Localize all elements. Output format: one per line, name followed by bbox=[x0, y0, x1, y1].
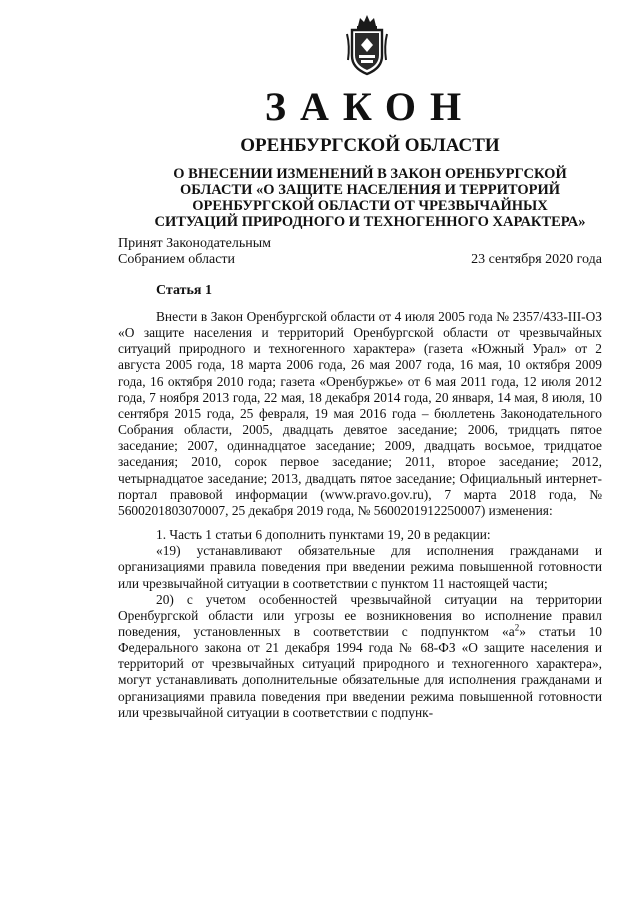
article-heading: Статья 1 bbox=[156, 283, 212, 298]
law-title bbox=[148, 166, 592, 230]
adoption-date: 23 сентября 2020 года bbox=[471, 252, 602, 267]
coat-of-arms-icon bbox=[344, 12, 390, 78]
law-title-line: О ВНЕСЕНИИ ИЗМЕНЕНИЙ В ЗАКОН ОРЕНБУРГСКОЙ bbox=[173, 166, 567, 182]
law-title-line: ОРЕНБУРГСКОЙ ОБЛАСТИ ОТ ЧРЕЗВЫЧАЙНЫХ bbox=[192, 198, 548, 214]
adoption-line: Принят Законодательным bbox=[118, 236, 271, 251]
point-1-paragraph: 1. Часть 1 статьи 6 дополнить пунктами 19, 20 в редакции: bbox=[156, 527, 491, 543]
region-heading: ОРЕНБУРГСКОЙ ОБЛАСТИ bbox=[240, 135, 500, 156]
law-title-line: СИТУАЦИЙ ПРИРОДНОГО И ТЕХНОГЕННОГО ХАРАКТЕРА» bbox=[154, 214, 586, 230]
law-heading: ЗАКОН bbox=[264, 84, 476, 129]
item-20-text-b: » статьи 10 Федерального закона от 21 декабря 1994 года № 68-ФЗ «О защите населения и территорий от чрезвычайных ситуаций природного и техногенного характера», могут устанавливать дополнительные обязательные для исполнения гражданами и организациями правила поведения при введении режима повышенной готовности или чрезвычайной ситуации в соответствии с подпунк- bbox=[118, 623, 603, 720]
law-title-line: ОБЛАСТИ «О ЗАЩИТЕ НАСЕЛЕНИЯ И ТЕРРИТОРИЙ bbox=[179, 182, 561, 198]
article-intro-paragraph: Внести в Закон Оренбургской области от 4 июля 2005 года № 2357/433-III-ОЗ «О защите населения и территорий Оренбургской области от чрезвычайных ситуаций природного и техногенного характера» (газета «Южный Урал» от 2 августа 2005 года, 18 марта 2006 года, 26 мая 2007 года, 16 мая, 10 октября 2009 года, 16 октября 2010 года; газета «Оренбуржье» от 6 мая 2011 года, 12 июля 2012 года, 7 ноября 2013 года, 22 мая, 18 декабря 2014 года, 20 января, 14 мая, 8 июля, 10 сентября 2015 года, 25 февраля, 19 мая 2016 года – бюллетень Законодательного Собрания области, 2005, двадцать девятое заседание; 2006, тридцать пятое заседание; 2007, одиннадцатое заседание; 2009, двадцать восьмое, тридцатое заседания; 2010, сорок первое заседание; 2011, второе заседание; 2012, четырнадцатое заседание; 2013, двадцать пятое заседание; Официальный интернет-портал правовой информации (www.pravo.gov.ru), 7 марта 2018 года, № 5600201803070007, 25 декабря 2019 года, № 5600201912250007) изменения: bbox=[118, 309, 602, 518]
article-body bbox=[118, 309, 602, 721]
item-19-paragraph: «19) устанавливают обязательные для исполнения гражданами и организациями правила поведения при введении режима повышенной готовности или чрезвычайной ситуации в соответствии с пунктом 11 настоящей части; bbox=[118, 543, 602, 591]
adoption-block bbox=[118, 236, 602, 268]
item-20-paragraph bbox=[118, 592, 602, 721]
item-20-superscript: 2 bbox=[514, 622, 520, 633]
item-20-text-a: 20) с учетом особенностей чрезвычайной ситуации на территории Оренбургской области или угрозы ее возникновения во исполнение правил поведения, установленных в соответствии с подпунктом «а bbox=[118, 591, 602, 639]
adoption-line: Собранием области bbox=[118, 252, 236, 267]
